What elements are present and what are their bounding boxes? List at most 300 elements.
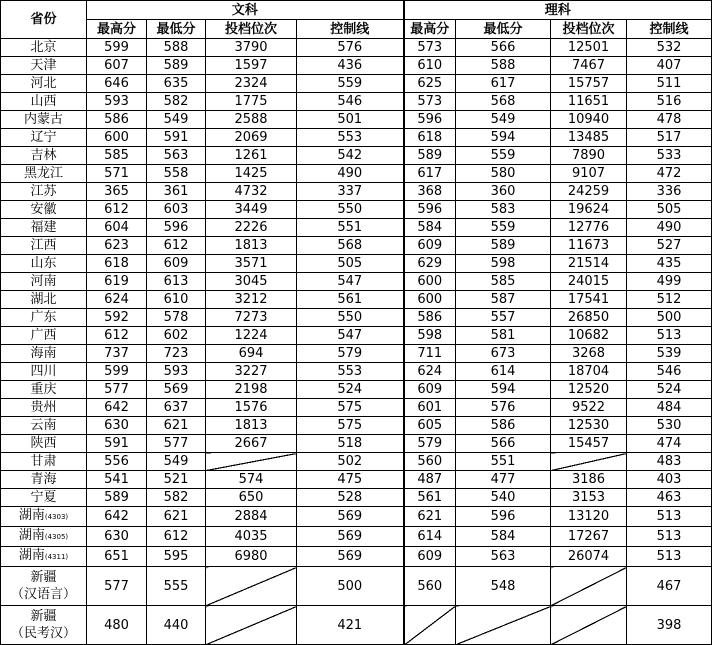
wen-rank-cell: 6980: [206, 547, 297, 567]
province-code: (4305): [44, 533, 69, 541]
wen-rank-cell: 4732: [206, 183, 297, 201]
li-line-cell: 513: [627, 327, 712, 345]
wen-line-cell: 569: [297, 527, 404, 547]
province-name: 山西: [30, 94, 57, 109]
province-name: 河南: [30, 274, 57, 289]
li-max-cell: 605: [404, 417, 456, 435]
li-line-cell: 517: [627, 129, 712, 147]
wen-rank-cell: 3212: [206, 291, 297, 309]
province-cell: [1, 183, 87, 201]
li-min-cell: 559: [456, 147, 551, 165]
wen-rank-cell: 3045: [206, 273, 297, 291]
wen-max-cell: 592: [87, 309, 147, 327]
province-name: 湖南: [18, 528, 45, 543]
province-cell: [1, 255, 87, 273]
wen-max-cell: 571: [87, 165, 147, 183]
wen-rank-cell: 694: [206, 345, 297, 363]
col-li-max: 最高分: [404, 20, 456, 39]
li-min-cell: 588: [456, 57, 551, 75]
li-rank-cell: 11673: [551, 237, 627, 255]
li-max-cell: 584: [404, 219, 456, 237]
wen-rank-cell: [206, 606, 297, 645]
li-max-cell: 560: [404, 453, 456, 471]
wen-max-cell: 651: [87, 547, 147, 567]
wen-line-cell: 553: [297, 129, 404, 147]
li-max-cell: 609: [404, 237, 456, 255]
li-rank-cell: 13485: [551, 129, 627, 147]
table-row: [1, 417, 712, 435]
province-cell: [1, 399, 87, 417]
province-name: 新疆: [30, 609, 57, 624]
province-cell: [1, 75, 87, 93]
wen-min-cell: 549: [147, 111, 206, 129]
li-min-cell: 596: [456, 507, 551, 527]
wen-min-cell: 603: [147, 201, 206, 219]
province-name: 陕西: [30, 436, 57, 451]
wen-max-cell: 623: [87, 237, 147, 255]
wen-rank-cell: 3571: [206, 255, 297, 273]
li-min-cell: [456, 606, 551, 645]
wen-max-cell: 607: [87, 57, 147, 75]
province-cell: [1, 39, 87, 57]
wen-line-cell: 547: [297, 273, 404, 291]
province-cell: [1, 309, 87, 327]
wen-line-cell: 524: [297, 381, 404, 399]
wen-max-cell: 599: [87, 363, 147, 381]
li-line-cell: 463: [627, 489, 712, 507]
wen-rank-cell: [206, 567, 297, 606]
li-line-cell: 505: [627, 201, 712, 219]
wen-line-cell: 561: [297, 291, 404, 309]
wen-min-cell: 637: [147, 399, 206, 417]
li-line-cell: 336: [627, 183, 712, 201]
li-rank-cell: 11651: [551, 93, 627, 111]
li-max-cell: 618: [404, 129, 456, 147]
table-row: [1, 363, 712, 381]
province-cell: [1, 489, 87, 507]
province-cell: [1, 147, 87, 165]
li-line-cell: 500: [627, 309, 712, 327]
wen-rank-cell: 4035: [206, 527, 297, 547]
province-cell: [1, 567, 87, 606]
li-min-cell: 589: [456, 237, 551, 255]
province-cell: [1, 165, 87, 183]
wen-min-cell: 555: [147, 567, 206, 606]
wen-max-cell: 642: [87, 399, 147, 417]
li-min-cell: 587: [456, 291, 551, 309]
li-min-cell: 360: [456, 183, 551, 201]
province-cell: [1, 417, 87, 435]
li-line-cell: 474: [627, 435, 712, 453]
province-cell: [1, 93, 87, 111]
li-min-cell: 549: [456, 111, 551, 129]
col-wen-max: 最高分: [87, 20, 147, 39]
province-cell: [1, 527, 87, 547]
wen-min-cell: 588: [147, 39, 206, 57]
li-rank-cell: 15757: [551, 75, 627, 93]
table-row: [1, 567, 712, 606]
li-max-cell: 600: [404, 291, 456, 309]
li-rank-cell: 3268: [551, 345, 627, 363]
li-max-cell: 625: [404, 75, 456, 93]
li-min-cell: 581: [456, 327, 551, 345]
wen-rank-cell: 2588: [206, 111, 297, 129]
province-header: 省份: [1, 1, 87, 39]
li-line-cell: 533: [627, 147, 712, 165]
province-cell: [1, 57, 87, 75]
wen-min-cell: 589: [147, 57, 206, 75]
wen-line-cell: 490: [297, 165, 404, 183]
wen-rank-cell: 650: [206, 489, 297, 507]
table-row: [1, 183, 712, 201]
table-row: [1, 129, 712, 147]
wen-max-cell: 630: [87, 527, 147, 547]
li-rank-cell: 15457: [551, 435, 627, 453]
table-row: [1, 57, 712, 75]
li-min-cell: 598: [456, 255, 551, 273]
wen-line-cell: 502: [297, 453, 404, 471]
province-name: 青海: [30, 472, 57, 487]
li-max-cell: 573: [404, 93, 456, 111]
province-name: 黑龙江: [23, 166, 63, 181]
li-max-cell: 573: [404, 39, 456, 57]
li-max-cell: 598: [404, 327, 456, 345]
province-name: 江苏: [30, 184, 57, 199]
wen-max-cell: 577: [87, 567, 147, 606]
li-rank-cell: 26850: [551, 309, 627, 327]
li-line-cell: 435: [627, 255, 712, 273]
table-row: [1, 453, 712, 471]
wen-line-cell: 576: [297, 39, 404, 57]
wen-rank-cell: 574: [206, 471, 297, 489]
province-cell: [1, 201, 87, 219]
province-name: 云南: [30, 418, 57, 433]
li-rank-cell: 21514: [551, 255, 627, 273]
li-max-cell: 561: [404, 489, 456, 507]
province-cell: [1, 381, 87, 399]
li-max-cell: 487: [404, 471, 456, 489]
province-cell: [1, 606, 87, 645]
table-row: [1, 547, 712, 567]
wen-min-cell: 723: [147, 345, 206, 363]
wen-rank-cell: 2069: [206, 129, 297, 147]
wen-min-cell: 596: [147, 219, 206, 237]
table-row: [1, 489, 712, 507]
wen-max-cell: 624: [87, 291, 147, 309]
li-max-cell: 711: [404, 345, 456, 363]
table-body: [1, 39, 712, 645]
wen-min-cell: 577: [147, 435, 206, 453]
li-min-cell: 576: [456, 399, 551, 417]
li-rank-cell: 3186: [551, 471, 627, 489]
li-min-cell: 563: [456, 547, 551, 567]
li-rank-cell: 10940: [551, 111, 627, 129]
wen-max-cell: 600: [87, 129, 147, 147]
wen-line-cell: 500: [297, 567, 404, 606]
wen-max-cell: 593: [87, 93, 147, 111]
li-min-cell: 584: [456, 527, 551, 547]
wen-min-cell: 361: [147, 183, 206, 201]
li-line-cell: 512: [627, 291, 712, 309]
li-max-cell: 600: [404, 273, 456, 291]
wen-min-cell: 563: [147, 147, 206, 165]
province-name: 辽宁: [30, 130, 57, 145]
wen-rank-cell: 1425: [206, 165, 297, 183]
li-line-cell: 516: [627, 93, 712, 111]
li-rank-cell: 19624: [551, 201, 627, 219]
province-name: 北京: [30, 40, 57, 55]
table-row: [1, 39, 712, 57]
wen-line-cell: 575: [297, 417, 404, 435]
province-subtype: （汉语言）: [10, 587, 76, 602]
wen-line-cell: 569: [297, 507, 404, 527]
wen-min-cell: 582: [147, 489, 206, 507]
li-rank-cell: 3153: [551, 489, 627, 507]
li-max-cell: 609: [404, 381, 456, 399]
wen-min-cell: 612: [147, 527, 206, 547]
wen-line-cell: 579: [297, 345, 404, 363]
li-line-cell: 467: [627, 567, 712, 606]
li-line-cell: 403: [627, 471, 712, 489]
table-row: [1, 111, 712, 129]
wen-max-cell: 642: [87, 507, 147, 527]
table-row: [1, 147, 712, 165]
li-max-cell: 601: [404, 399, 456, 417]
province-cell: [1, 453, 87, 471]
wen-min-cell: 521: [147, 471, 206, 489]
wen-min-cell: 621: [147, 507, 206, 527]
table-row: [1, 507, 712, 527]
li-min-cell: 568: [456, 93, 551, 111]
li-line-cell: 530: [627, 417, 712, 435]
wen-min-cell: 578: [147, 309, 206, 327]
table-row: [1, 273, 712, 291]
li-min-cell: 557: [456, 309, 551, 327]
wen-min-cell: 582: [147, 93, 206, 111]
table-row: [1, 399, 712, 417]
province-name: 湖南: [18, 548, 45, 563]
li-min-cell: 594: [456, 381, 551, 399]
province-cell: [1, 507, 87, 527]
li-max-cell: 560: [404, 567, 456, 606]
province-name: 吉林: [30, 148, 57, 163]
wen-min-cell: 591: [147, 129, 206, 147]
wen-line-cell: 550: [297, 309, 404, 327]
wen-line-cell: 547: [297, 327, 404, 345]
li-line-cell: 511: [627, 75, 712, 93]
li-max-cell: 579: [404, 435, 456, 453]
wen-max-cell: 541: [87, 471, 147, 489]
table-row: [1, 527, 712, 547]
li-rank-cell: 9107: [551, 165, 627, 183]
table-row: [1, 309, 712, 327]
wen-min-cell: 613: [147, 273, 206, 291]
table-row: [1, 327, 712, 345]
li-min-cell: 614: [456, 363, 551, 381]
wen-min-cell: 602: [147, 327, 206, 345]
li-line-cell: 398: [627, 606, 712, 645]
li-rank-cell: 12501: [551, 39, 627, 57]
li-min-cell: 540: [456, 489, 551, 507]
li-min-cell: 477: [456, 471, 551, 489]
province-cell: [1, 129, 87, 147]
li-max-cell: 596: [404, 201, 456, 219]
li-line-cell: 546: [627, 363, 712, 381]
province-cell: [1, 363, 87, 381]
wen-max-cell: 619: [87, 273, 147, 291]
province-name: 福建: [30, 220, 57, 235]
table-row: [1, 291, 712, 309]
wenke-header: 文科: [87, 1, 404, 20]
province-name: 湖北: [30, 292, 57, 307]
li-min-cell: 559: [456, 219, 551, 237]
wen-min-cell: 558: [147, 165, 206, 183]
table-row: [1, 435, 712, 453]
li-min-cell: 566: [456, 435, 551, 453]
table-row: [1, 237, 712, 255]
wen-rank-cell: 1261: [206, 147, 297, 165]
wen-max-cell: 585: [87, 147, 147, 165]
wen-min-cell: 610: [147, 291, 206, 309]
province-name: 重庆: [30, 382, 57, 397]
li-rank-cell: 12520: [551, 381, 627, 399]
li-rank-cell: 24259: [551, 183, 627, 201]
wen-rank-cell: 3449: [206, 201, 297, 219]
wen-line-cell: 542: [297, 147, 404, 165]
wen-rank-cell: 2667: [206, 435, 297, 453]
wen-rank-cell: 3790: [206, 39, 297, 57]
li-rank-cell: [551, 606, 627, 645]
wen-line-cell: 436: [297, 57, 404, 75]
wen-max-cell: 589: [87, 489, 147, 507]
province-cell: [1, 273, 87, 291]
li-rank-cell: 17541: [551, 291, 627, 309]
li-min-cell: 580: [456, 165, 551, 183]
wen-line-cell: 528: [297, 489, 404, 507]
province-name: 宁夏: [30, 490, 57, 505]
wen-rank-cell: 1813: [206, 237, 297, 255]
province-name: 山东: [30, 256, 57, 271]
li-max-cell: 586: [404, 309, 456, 327]
li-max-cell: [404, 606, 456, 645]
wen-min-cell: 593: [147, 363, 206, 381]
col-wen-line: 控制线: [297, 20, 404, 39]
wen-min-cell: 609: [147, 255, 206, 273]
wen-max-cell: 612: [87, 327, 147, 345]
li-line-cell: 484: [627, 399, 712, 417]
li-line-cell: 513: [627, 527, 712, 547]
province-name: 四川: [30, 364, 57, 379]
li-max-cell: 596: [404, 111, 456, 129]
wen-max-cell: 365: [87, 183, 147, 201]
li-max-cell: 614: [404, 527, 456, 547]
li-rank-cell: 12776: [551, 219, 627, 237]
table-row: [1, 255, 712, 273]
table-row: [1, 93, 712, 111]
li-max-cell: 609: [404, 547, 456, 567]
wen-max-cell: 599: [87, 39, 147, 57]
li-rank-cell: 18704: [551, 363, 627, 381]
province-name: 海南: [30, 346, 57, 361]
wen-max-cell: 618: [87, 255, 147, 273]
wen-max-cell: 630: [87, 417, 147, 435]
col-li-rank: 投档位次: [551, 20, 627, 39]
wen-line-cell: 505: [297, 255, 404, 273]
wen-line-cell: 551: [297, 219, 404, 237]
li-line-cell: 483: [627, 453, 712, 471]
wen-line-cell: 475: [297, 471, 404, 489]
table-row: [1, 381, 712, 399]
col-li-line: 控制线: [627, 20, 712, 39]
li-max-cell: 610: [404, 57, 456, 75]
li-min-cell: 673: [456, 345, 551, 363]
wen-min-cell: 595: [147, 547, 206, 567]
province-name: 天津: [30, 58, 57, 73]
wen-rank-cell: 1775: [206, 93, 297, 111]
wen-line-cell: 518: [297, 435, 404, 453]
wen-min-cell: 440: [147, 606, 206, 645]
province-cell: [1, 111, 87, 129]
table-row: [1, 75, 712, 93]
li-line-cell: 513: [627, 547, 712, 567]
wen-min-cell: 549: [147, 453, 206, 471]
province-cell: [1, 435, 87, 453]
wen-line-cell: 559: [297, 75, 404, 93]
li-line-cell: 532: [627, 39, 712, 57]
li-rank-cell: 7467: [551, 57, 627, 75]
col-li-min: 最低分: [456, 20, 551, 39]
wen-min-cell: 612: [147, 237, 206, 255]
province-cell: [1, 547, 87, 567]
wen-max-cell: 586: [87, 111, 147, 129]
wen-min-cell: 621: [147, 417, 206, 435]
province-cell: [1, 471, 87, 489]
li-min-cell: 551: [456, 453, 551, 471]
wen-line-cell: 337: [297, 183, 404, 201]
wen-line-cell: 421: [297, 606, 404, 645]
li-line-cell: 407: [627, 57, 712, 75]
province-code: (4311): [44, 553, 69, 561]
like-header: 理科: [404, 1, 712, 20]
li-min-cell: 586: [456, 417, 551, 435]
table-row: [1, 165, 712, 183]
wen-max-cell: 591: [87, 435, 147, 453]
wen-line-cell: 550: [297, 201, 404, 219]
province-cell: [1, 219, 87, 237]
table-row: [1, 471, 712, 489]
wen-rank-cell: 2198: [206, 381, 297, 399]
table-row: [1, 345, 712, 363]
li-min-cell: 594: [456, 129, 551, 147]
li-rank-cell: 10682: [551, 327, 627, 345]
table-row: [1, 219, 712, 237]
province-name: 广西: [30, 328, 57, 343]
li-max-cell: 621: [404, 507, 456, 527]
col-wen-min: 最低分: [147, 20, 206, 39]
province-name: 新疆: [30, 570, 57, 585]
wen-line-cell: 553: [297, 363, 404, 381]
col-wen-rank: 投档位次: [206, 20, 297, 39]
li-max-cell: 368: [404, 183, 456, 201]
province-subtype: （民考汉）: [10, 626, 76, 641]
li-line-cell: 490: [627, 219, 712, 237]
wen-line-cell: 569: [297, 547, 404, 567]
wen-min-cell: 569: [147, 381, 206, 399]
wen-max-cell: 646: [87, 75, 147, 93]
li-line-cell: 478: [627, 111, 712, 129]
li-line-cell: 513: [627, 507, 712, 527]
li-rank-cell: [551, 567, 627, 606]
